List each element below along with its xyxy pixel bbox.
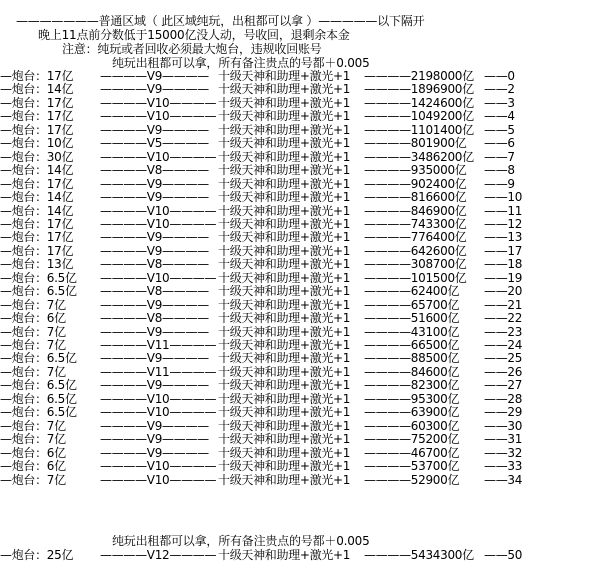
footer-price-note: 纯玩出租都可以拿，所有备注贵点的号都＋0.005 bbox=[112, 534, 370, 548]
account-id: ——22 bbox=[484, 311, 523, 326]
account-id: ——0 bbox=[484, 69, 515, 83]
account-id: ——31 bbox=[484, 432, 523, 447]
vip-level: ————V9———— bbox=[100, 324, 209, 339]
item-description: 十级天神和助理+激光+1 bbox=[218, 257, 351, 272]
item-description: 十级天神和助理+激光+1 bbox=[218, 472, 351, 487]
turret-level: —炮台：6亿 bbox=[0, 445, 66, 460]
account-amount: ————642600亿 bbox=[364, 243, 467, 258]
turret-level: —炮台：6亿 bbox=[0, 459, 66, 474]
turret-level: —炮台：17亿 bbox=[0, 69, 74, 83]
item-description: 十级天神和助理+激光+1 bbox=[218, 418, 351, 433]
account-id: ——50 bbox=[484, 548, 523, 562]
item-description: 十级天神和助理+激光+1 bbox=[218, 364, 351, 379]
turret-level: —炮台：17亿 bbox=[0, 230, 74, 245]
header-line-notice: 注意：纯玩或者回收必须最大炮台，违规收回账号 bbox=[62, 42, 322, 56]
vip-level: ————V9———— bbox=[100, 176, 209, 191]
item-description: 十级天神和助理+激光+1 bbox=[218, 230, 351, 245]
account-id: ——25 bbox=[484, 351, 523, 366]
turret-level: —炮台：25亿 bbox=[0, 548, 74, 562]
account-id: ——9 bbox=[484, 176, 515, 191]
vip-level: ————V8———— bbox=[100, 163, 209, 178]
item-description: 十级天神和助理+激光+1 bbox=[218, 270, 351, 285]
vip-level: ————V5———— bbox=[100, 136, 209, 151]
turret-level: —炮台：7亿 bbox=[0, 338, 66, 352]
account-id: ——10 bbox=[484, 190, 523, 205]
vip-level: ————V10———— bbox=[100, 149, 217, 164]
account-amount: ————846900亿 bbox=[364, 203, 467, 218]
account-id: ——21 bbox=[484, 297, 523, 312]
item-description: 十级天神和助理+激光+1 bbox=[218, 190, 351, 205]
turret-level: —炮台：14亿 bbox=[0, 82, 74, 97]
turret-level: —炮台：14亿 bbox=[0, 163, 74, 178]
account-id: ——3 bbox=[484, 95, 515, 110]
item-description: 十级天神和助理+激光+1 bbox=[218, 391, 351, 406]
item-description: 十级天神和助理+激光+1 bbox=[218, 136, 351, 151]
account-id: ——18 bbox=[484, 257, 523, 272]
header-line-rule: 晚上11点前分数低于15000亿没人动，号收回，退剩余本金 bbox=[38, 28, 350, 42]
turret-level: —炮台：7亿 bbox=[0, 364, 66, 379]
item-description: 十级天神和助理+激光+1 bbox=[218, 378, 351, 393]
account-amount: ————62400亿 bbox=[364, 284, 460, 299]
vip-level: ————V9———— bbox=[100, 378, 209, 393]
vip-level: ————V11———— bbox=[100, 364, 217, 379]
vip-level: ————V10———— bbox=[100, 391, 217, 406]
account-id: ——5 bbox=[484, 122, 515, 137]
account-amount: ————53700亿 bbox=[364, 459, 460, 474]
vip-level: ————V9———— bbox=[100, 122, 209, 137]
vip-level: ————V8———— bbox=[100, 284, 209, 299]
vip-level: ————V9———— bbox=[100, 445, 209, 460]
item-description: 十级天神和助理+激光+1 bbox=[218, 243, 351, 258]
account-amount: ————95300亿 bbox=[364, 391, 460, 406]
vip-level: ————V10———— bbox=[100, 95, 217, 110]
account-id: ——4 bbox=[484, 109, 515, 124]
vip-level: ————V10———— bbox=[100, 270, 217, 285]
turret-level: —炮台：17亿 bbox=[0, 216, 74, 231]
account-id: ——30 bbox=[484, 418, 523, 433]
item-description: 十级天神和助理+激光+1 bbox=[218, 351, 351, 366]
vip-level: ————V9———— bbox=[100, 297, 209, 312]
account-id: ——34 bbox=[484, 472, 523, 487]
item-description: 十级天神和助理+激光+1 bbox=[218, 176, 351, 191]
account-amount: ————902400亿 bbox=[364, 176, 467, 191]
item-description: 十级天神和助理+激光+1 bbox=[218, 149, 351, 164]
item-description: 十级天神和助理+激光+1 bbox=[218, 109, 351, 124]
account-id: ——11 bbox=[484, 203, 523, 218]
account-id: ——32 bbox=[484, 445, 523, 460]
turret-level: —炮台：6.5亿 bbox=[0, 378, 77, 393]
account-amount: ————3486200亿 bbox=[364, 149, 474, 164]
account-id: ——24 bbox=[484, 338, 523, 352]
vip-level: ————V9———— bbox=[100, 432, 209, 447]
turret-level: —炮台：7亿 bbox=[0, 297, 66, 312]
vip-level: ————V9———— bbox=[100, 190, 209, 205]
turret-level: —炮台：17亿 bbox=[0, 176, 74, 191]
account-amount: ————2198000亿 bbox=[364, 69, 474, 83]
account-amount: ————935000亿 bbox=[364, 163, 467, 178]
vip-level: ————V9———— bbox=[100, 82, 209, 97]
account-amount: ————88500亿 bbox=[364, 351, 460, 366]
turret-level: —炮台：14亿 bbox=[0, 190, 74, 205]
account-id: ——12 bbox=[484, 216, 523, 231]
account-amount: ————60300亿 bbox=[364, 418, 460, 433]
account-amount: ————51600亿 bbox=[364, 311, 460, 326]
item-description: 十级天神和助理+激光+1 bbox=[218, 95, 351, 110]
vip-level: ————V10———— bbox=[100, 472, 217, 487]
account-amount: ————63900亿 bbox=[364, 405, 460, 420]
vip-level: ————V12———— bbox=[100, 548, 217, 562]
account-id: ——26 bbox=[484, 364, 523, 379]
account-amount: ————65700亿 bbox=[364, 297, 460, 312]
item-description: 十级天神和助理+激光+1 bbox=[218, 216, 351, 231]
account-amount: ————5434300亿 bbox=[364, 548, 474, 562]
account-amount: ————776400亿 bbox=[364, 230, 467, 245]
account-id: ——2 bbox=[484, 82, 515, 97]
account-amount: ————743300亿 bbox=[364, 216, 467, 231]
account-id: ——23 bbox=[484, 324, 523, 339]
account-id: ——33 bbox=[484, 459, 523, 474]
vip-level: ————V10———— bbox=[100, 216, 217, 231]
account-amount: ————66500亿 bbox=[364, 338, 460, 352]
account-id: ——6 bbox=[484, 136, 515, 151]
vip-level: ————V10———— bbox=[100, 203, 217, 218]
account-id: ——27 bbox=[484, 378, 523, 393]
turret-level: —炮台：6.5亿 bbox=[0, 391, 77, 406]
turret-level: —炮台：30亿 bbox=[0, 149, 74, 164]
turret-level: —炮台：17亿 bbox=[0, 95, 74, 110]
turret-level: —炮台：17亿 bbox=[0, 122, 74, 137]
account-amount: ————52900亿 bbox=[364, 472, 460, 487]
account-id: ——19 bbox=[484, 270, 523, 285]
item-description: 十级天神和助理+激光+1 bbox=[218, 459, 351, 474]
item-description: 十级天神和助理+激光+1 bbox=[218, 338, 351, 352]
item-description: 十级天神和助理+激光+1 bbox=[218, 284, 351, 299]
turret-level: —炮台：6.5亿 bbox=[0, 284, 77, 299]
vip-level: ————V8———— bbox=[100, 257, 209, 272]
item-description: 十级天神和助理+激光+1 bbox=[218, 324, 351, 339]
turret-level: —炮台：7亿 bbox=[0, 418, 66, 433]
vip-level: ————V9———— bbox=[100, 418, 209, 433]
item-description: 十级天神和助理+激光+1 bbox=[218, 311, 351, 326]
turret-level: —炮台：6.5亿 bbox=[0, 405, 77, 420]
header-line-price-note: 纯玩出租都可以拿，所有备注贵点的号都＋0.005 bbox=[112, 56, 370, 70]
account-amount: ————84600亿 bbox=[364, 364, 460, 379]
item-description: 十级天神和助理+激光+1 bbox=[218, 82, 351, 97]
turret-level: —炮台：6.5亿 bbox=[0, 351, 77, 366]
vip-level: ————V9———— bbox=[100, 230, 209, 245]
vip-level: ————V9———— bbox=[100, 351, 209, 366]
item-description: 十级天神和助理+激光+1 bbox=[218, 69, 351, 83]
item-description: 十级天神和助理+激光+1 bbox=[218, 163, 351, 178]
item-description: 十级天神和助理+激光+1 bbox=[218, 203, 351, 218]
account-id: ——28 bbox=[484, 391, 523, 406]
turret-level: —炮台：17亿 bbox=[0, 109, 74, 124]
account-amount: ————801900亿 bbox=[364, 136, 467, 151]
account-amount: ————816600亿 bbox=[364, 190, 467, 205]
item-description: 十级天神和助理+激光+1 bbox=[218, 405, 351, 420]
vip-level: ————V10———— bbox=[100, 459, 217, 474]
account-amount: ————46700亿 bbox=[364, 445, 460, 460]
item-description: 十级天神和助理+激光+1 bbox=[218, 122, 351, 137]
header-line-region: ———————普通区域（ 此区域纯玩，出租都可以拿 ）—————以下隔开 bbox=[16, 14, 425, 28]
account-id: ——8 bbox=[484, 163, 515, 178]
item-description: 十级天神和助理+激光+1 bbox=[218, 432, 351, 447]
vip-level: ————V9———— bbox=[100, 243, 209, 258]
turret-level: —炮台：17亿 bbox=[0, 243, 74, 258]
turret-level: —炮台：7亿 bbox=[0, 472, 66, 487]
account-amount: ————1101400亿 bbox=[364, 122, 474, 137]
account-amount: ————82300亿 bbox=[364, 378, 460, 393]
turret-level: —炮台：6亿 bbox=[0, 311, 66, 326]
account-amount: ————75200亿 bbox=[364, 432, 460, 447]
vip-level: ————V9———— bbox=[100, 69, 209, 83]
account-amount: ————43100亿 bbox=[364, 324, 460, 339]
account-amount: ————308700亿 bbox=[364, 257, 467, 272]
account-id: ——13 bbox=[484, 230, 523, 245]
account-amount: ————1896900亿 bbox=[364, 82, 474, 97]
item-description: 十级天神和助理+激光+1 bbox=[218, 548, 351, 562]
turret-level: —炮台：6.5亿 bbox=[0, 270, 77, 285]
account-id: ——17 bbox=[484, 243, 523, 258]
turret-level: —炮台：13亿 bbox=[0, 257, 74, 272]
turret-level: —炮台：7亿 bbox=[0, 432, 66, 447]
item-description: 十级天神和助理+激光+1 bbox=[218, 445, 351, 460]
item-description: 十级天神和助理+激光+1 bbox=[218, 297, 351, 312]
turret-level: —炮台：14亿 bbox=[0, 203, 74, 218]
account-amount: ————101500亿 bbox=[364, 270, 467, 285]
turret-level: —炮台：7亿 bbox=[0, 324, 66, 339]
vip-level: ————V11———— bbox=[100, 338, 217, 352]
account-id: ——29 bbox=[484, 405, 523, 420]
vip-level: ————V10———— bbox=[100, 109, 217, 124]
account-id: ——7 bbox=[484, 149, 515, 164]
vip-level: ————V10———— bbox=[100, 405, 217, 420]
turret-level: —炮台：10亿 bbox=[0, 136, 74, 151]
account-id: ——20 bbox=[484, 284, 523, 299]
vip-level: ————V8———— bbox=[100, 311, 209, 326]
account-amount: ————1424600亿 bbox=[364, 95, 474, 110]
account-amount: ————1049200亿 bbox=[364, 109, 474, 124]
